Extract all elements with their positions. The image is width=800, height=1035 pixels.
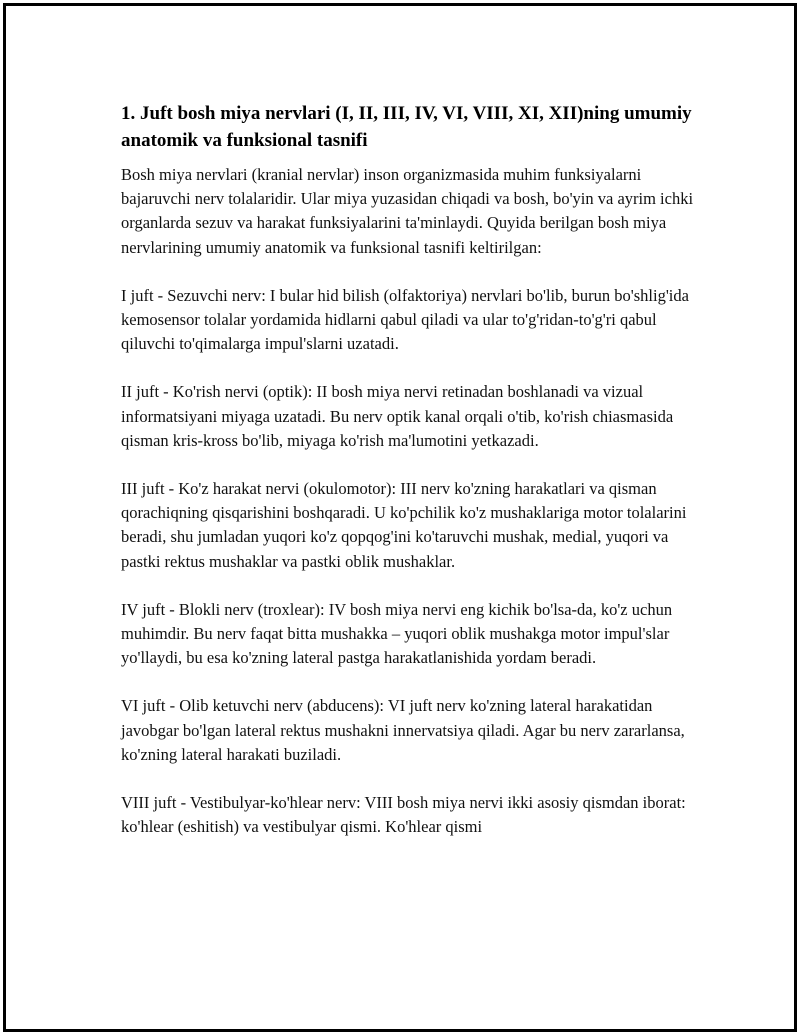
paragraph-nerve-vi: VI juft - Olib ketuvchi nerv (abducens): VI juft nerv ko'zning lateral harakatidan javobgar bo'lgan lateral rektus mushakni innervatsiya qiladi. Agar bu nerv zararlansa, ko'zning lateral harakati buziladi. bbox=[121, 696, 685, 764]
document-body bbox=[121, 100, 701, 863]
paragraph-nerve-ii: II juft - Ko'rish nervi (optik): II bosh miya nervi retinadan boshlanadi va vizual informatsiyani miyaga uzatadi. Bu nerv optik kanal orqali o'tib, ko'rish chiasmasida qisman kris-kross bo'lib, miyaga ko'rish ma'lumotini yetkazadi. bbox=[121, 382, 674, 450]
paragraph-nerve-i: I juft - Sezuvchi nerv: I bular hid bilish (olfaktoriya) nervlari bo'lib, burun bo'shlig'ida kemosensor tolalar yordamida hidlarni qabul qiladi va ular to'g'ridan-to'g'ri qabul qiluvchi to'qimalarga impul'slarni uzatadi. bbox=[121, 285, 689, 354]
document-title: 1. Juft bosh miya nervlari (I, II, III, IV, VI, VIII, XI, XII)ning umumiy anatomik va funksional tasnifi bbox=[121, 103, 692, 151]
paragraph-nerve-viii: VIII juft - Vestibulyar-ko'hlear nerv: VIII bosh miya nervi ikki asosiy qismdan iborat: ko'hlear (eshitish) va vestibulyar qismi. Ko'hlear qismi bbox=[121, 793, 686, 837]
page bbox=[3, 3, 797, 1032]
paragraph-intro: Bosh miya nervlari (kranial nervlar) inson organizmasida muhim funksiyalarni bajaruvchi nerv tolalaridir. Ular miya yuzasidan chiqadi va bosh, bo'yin va ayrim ichki organlarda sezuv va harakat funksiyalarini ta'minlaydi. Quyida berilgan bosh miya nervlarining umumiy anatomik va funksional tasnifi keltirilgan: bbox=[121, 165, 694, 257]
paragraph-nerve-iv: IV juft - Blokli nerv (troxlear): IV bosh miya nervi eng kichik bo'lsa-da, ko'z uchun muhimdir. Bu nerv faqat bitta mushakka – yuqori oblik mushakga motor impul'slar yo'llaydi, bu esa ko'zning lateral pastga harakatlanishida yordam beradi. bbox=[121, 599, 673, 668]
paragraph-nerve-iii: III juft - Ko'z harakat nervi (okulomotor): III nerv ko'zning harakatlari va qisman qorachiqning qisqarishini boshqaradi. U ko'pchilik ko'z mushaklariga motor tolalarini beradi, shu jumladan yuqori ko'z qopqog'ini ko'taruvchi mushak, medial, yuqori va pastki rektus mushaklar va pastki oblik mushaklar. bbox=[121, 479, 687, 571]
